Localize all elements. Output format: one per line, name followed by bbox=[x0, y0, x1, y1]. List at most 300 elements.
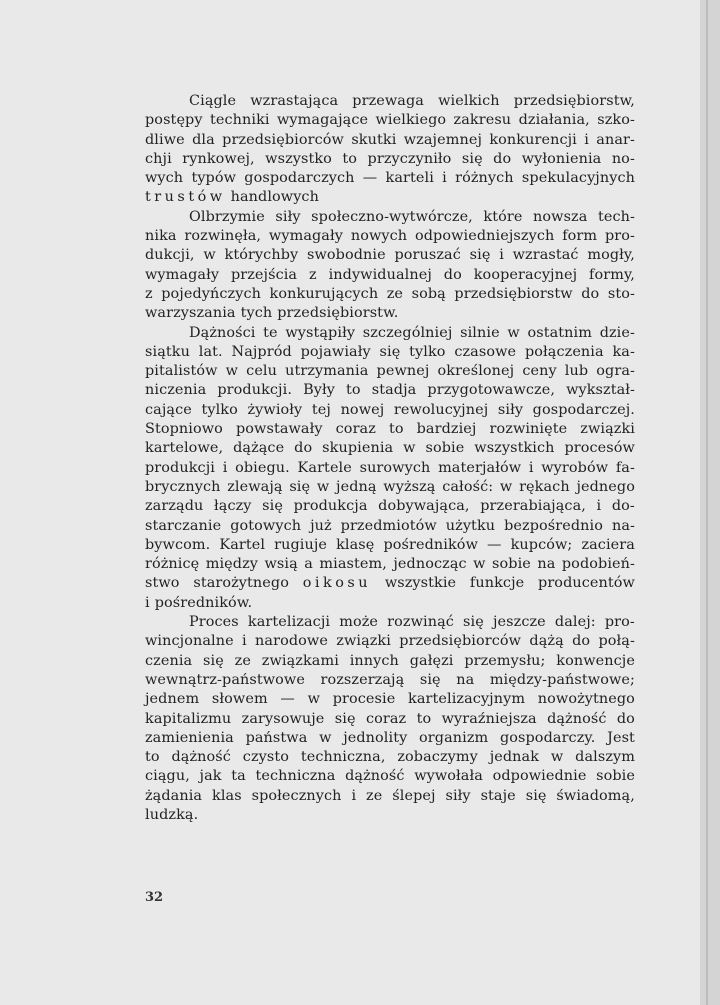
word: — bbox=[362, 170, 378, 187]
word: zarządu bbox=[145, 498, 204, 515]
word: kartelizacji bbox=[247, 614, 331, 631]
word: między-państwowe; bbox=[489, 671, 635, 688]
word: dążność bbox=[171, 749, 231, 766]
word: szko- bbox=[597, 112, 635, 129]
word: w bbox=[307, 691, 321, 708]
word: funkcje bbox=[469, 575, 525, 592]
word: ciągu, bbox=[145, 768, 190, 785]
word: zaciera bbox=[581, 536, 635, 553]
word: ka- bbox=[612, 343, 635, 360]
word: w bbox=[507, 324, 520, 341]
word: chji bbox=[145, 150, 172, 167]
word: do bbox=[294, 440, 313, 457]
word: tej bbox=[311, 401, 331, 418]
text-line bbox=[145, 439, 635, 458]
word: rozwinęła, bbox=[184, 228, 262, 245]
word: Dążności bbox=[189, 324, 256, 341]
word: lat. bbox=[198, 343, 223, 360]
word: jedną bbox=[336, 478, 377, 495]
word: dążące bbox=[233, 440, 285, 457]
word: nowożytnego bbox=[537, 691, 635, 708]
word: przedsiębiorców bbox=[399, 633, 522, 650]
word: producentów bbox=[538, 575, 635, 592]
page-number: 32 bbox=[145, 890, 164, 905]
word: formy, bbox=[589, 266, 635, 283]
word: poruszać bbox=[394, 247, 461, 264]
word: ze bbox=[386, 285, 404, 302]
word: wszystkie bbox=[384, 575, 457, 592]
word: obiegu. bbox=[235, 459, 290, 476]
text-line bbox=[145, 246, 635, 265]
word: to bbox=[388, 421, 404, 438]
word: techniczna bbox=[255, 768, 336, 785]
text-line bbox=[145, 767, 635, 786]
word: tylko bbox=[201, 401, 238, 418]
word: wyraźniejsza bbox=[441, 710, 537, 727]
text-line bbox=[145, 304, 635, 323]
word: procesów bbox=[564, 440, 635, 457]
word: żądania bbox=[145, 787, 203, 804]
word: się bbox=[469, 247, 491, 264]
word: jednolity bbox=[343, 729, 408, 746]
word: celu bbox=[246, 363, 278, 380]
word: z bbox=[145, 285, 153, 302]
word: świadomą, bbox=[556, 787, 635, 804]
word: pośredników bbox=[383, 536, 478, 553]
word: zakresu bbox=[453, 112, 512, 129]
word: czasowe bbox=[454, 343, 517, 360]
word: do bbox=[493, 150, 512, 167]
word: — bbox=[487, 536, 502, 553]
text-line bbox=[145, 574, 635, 593]
text-line bbox=[145, 131, 635, 150]
word: coraz bbox=[335, 421, 376, 438]
word: wych bbox=[145, 170, 184, 187]
word: przygotowawcze, bbox=[427, 382, 555, 399]
word: wywołała bbox=[414, 768, 483, 785]
word: łączy bbox=[214, 498, 252, 515]
word: kartelizacyjnym bbox=[408, 691, 526, 708]
word: pojawiały bbox=[300, 343, 371, 360]
word: rękach bbox=[519, 478, 570, 495]
word: rewolucyjnej bbox=[393, 401, 489, 418]
word: sto- bbox=[607, 285, 635, 302]
word: Olbrzymie bbox=[189, 208, 265, 225]
word: przedsiębiorstw. bbox=[277, 305, 399, 322]
word: narodowe bbox=[255, 633, 328, 650]
word: brycznych bbox=[145, 478, 221, 495]
word: Jest bbox=[607, 729, 635, 746]
word: w bbox=[319, 729, 332, 746]
word: przewaga bbox=[352, 93, 424, 109]
word: się bbox=[419, 671, 441, 688]
word: którychby bbox=[224, 247, 299, 264]
word: no- bbox=[611, 150, 635, 167]
paragraph bbox=[145, 324, 635, 613]
word: przemysłu; bbox=[464, 652, 546, 669]
text-line bbox=[145, 787, 635, 806]
word: się bbox=[289, 478, 311, 495]
word: produkcji. bbox=[217, 382, 292, 399]
word: ta bbox=[231, 768, 246, 785]
word: dalszym bbox=[575, 749, 635, 766]
word: Kartel bbox=[219, 536, 266, 553]
word: się bbox=[262, 498, 283, 515]
word: konwencje bbox=[556, 652, 635, 669]
word: starczanie bbox=[145, 517, 222, 534]
text-line bbox=[145, 594, 635, 613]
word: siły bbox=[275, 208, 301, 225]
word: do bbox=[616, 710, 635, 727]
word: cające bbox=[145, 401, 192, 418]
word: ogra- bbox=[596, 363, 635, 380]
word: wzajemnej bbox=[403, 131, 482, 148]
text-line bbox=[145, 285, 635, 304]
text-line bbox=[145, 362, 635, 381]
word: się bbox=[334, 710, 356, 727]
word: na- bbox=[611, 517, 635, 534]
text-line bbox=[145, 613, 635, 632]
text-line bbox=[145, 401, 635, 420]
text-line bbox=[145, 227, 635, 246]
word: Były bbox=[303, 382, 335, 399]
word: to bbox=[416, 710, 432, 727]
word: ludzką. bbox=[145, 806, 199, 823]
word: ślepej bbox=[392, 787, 436, 804]
word: kupców; bbox=[510, 536, 573, 553]
word: klasę bbox=[336, 536, 375, 553]
word: a bbox=[304, 556, 313, 573]
word: wzrastać bbox=[512, 247, 579, 264]
word: w bbox=[225, 363, 239, 380]
word: się bbox=[379, 343, 401, 360]
word: nika bbox=[145, 228, 177, 245]
word: dzie- bbox=[599, 324, 635, 341]
word: zarysowuje bbox=[241, 710, 325, 727]
text-line bbox=[145, 381, 635, 400]
word: się bbox=[525, 787, 547, 804]
word: różnych bbox=[455, 170, 514, 187]
word: konkurujących bbox=[269, 285, 379, 302]
text-line bbox=[145, 420, 635, 439]
word: ostatnim bbox=[527, 324, 592, 341]
word: przedsiębiorstw bbox=[454, 285, 573, 302]
word: do- bbox=[611, 498, 635, 515]
word: te bbox=[263, 324, 278, 341]
word: pro- bbox=[604, 614, 635, 631]
word: wykształ- bbox=[566, 382, 635, 399]
text-line bbox=[145, 652, 635, 671]
word: sobie bbox=[596, 768, 635, 785]
word: przejścia bbox=[230, 266, 298, 283]
word: surowych bbox=[359, 459, 431, 476]
word: na bbox=[456, 671, 475, 688]
word: skutki bbox=[351, 131, 397, 148]
word: i bbox=[528, 459, 534, 476]
word: w bbox=[499, 478, 513, 495]
word: z bbox=[309, 266, 317, 283]
word: jak bbox=[199, 768, 222, 785]
word: wielkich bbox=[438, 93, 500, 109]
word: procesie bbox=[332, 691, 396, 708]
text-line bbox=[145, 497, 635, 516]
word: lub bbox=[564, 363, 589, 380]
word: nowsza bbox=[533, 208, 588, 225]
word: siły bbox=[445, 787, 471, 804]
word: mogły, bbox=[587, 247, 635, 264]
word: dla bbox=[192, 131, 215, 148]
text-line bbox=[145, 690, 635, 709]
word: połą- bbox=[598, 633, 635, 650]
word: związki bbox=[580, 421, 635, 438]
word: techniki bbox=[210, 112, 270, 129]
word: pro- bbox=[604, 228, 635, 245]
word: w bbox=[316, 478, 330, 495]
word: dukcji, bbox=[145, 247, 195, 264]
word: konkurencji bbox=[489, 131, 577, 148]
word: na bbox=[537, 556, 556, 573]
word: tylko bbox=[409, 343, 446, 360]
word: nowej bbox=[340, 401, 385, 418]
word: do bbox=[572, 633, 591, 650]
word: to bbox=[342, 150, 358, 167]
word: rugiuje bbox=[274, 536, 328, 553]
word: trustów bbox=[145, 189, 226, 206]
text-line bbox=[145, 169, 635, 188]
word: dążność bbox=[547, 710, 607, 727]
word: postępy bbox=[145, 112, 203, 129]
word: to bbox=[346, 382, 361, 399]
text-line bbox=[145, 517, 635, 536]
text-line bbox=[145, 459, 635, 478]
text-line bbox=[145, 150, 635, 169]
word: staje bbox=[480, 787, 516, 804]
word: produkcji bbox=[145, 459, 215, 476]
word: pewnej bbox=[376, 363, 430, 380]
word: zamienienia bbox=[145, 729, 234, 746]
word: Kartele bbox=[297, 459, 352, 476]
word: powstawały bbox=[235, 421, 323, 438]
word: w bbox=[203, 247, 216, 264]
word: stadja bbox=[371, 382, 417, 399]
word: do bbox=[581, 285, 600, 302]
word: skupienia bbox=[322, 440, 394, 457]
word: określonej bbox=[437, 363, 515, 380]
word: społecznych bbox=[251, 787, 342, 804]
word: odpowiedniejszych bbox=[414, 228, 555, 245]
word: wszystko bbox=[265, 150, 332, 167]
word: działania, bbox=[518, 112, 590, 129]
word: przedsiębiorców bbox=[222, 131, 344, 148]
word: gospodarczy. bbox=[499, 729, 596, 746]
page-edge bbox=[700, 0, 720, 1005]
word: nowych bbox=[350, 228, 408, 245]
word: wymagały bbox=[145, 266, 220, 283]
word: miastem, bbox=[319, 556, 387, 573]
word: przedmiotów bbox=[340, 517, 437, 534]
text-line bbox=[145, 748, 635, 767]
word: w bbox=[473, 556, 486, 573]
word: kartelowe, bbox=[145, 440, 224, 457]
text-line bbox=[145, 188, 635, 207]
word: bezpośrednio bbox=[504, 517, 604, 534]
word: spekulacyjnych bbox=[521, 170, 635, 187]
word: fa- bbox=[615, 459, 635, 476]
paragraph bbox=[145, 613, 635, 825]
word: wsią bbox=[264, 556, 298, 573]
word: jeszcze bbox=[492, 614, 546, 631]
word: dążą bbox=[529, 633, 564, 650]
word: słowem bbox=[211, 691, 268, 708]
word: gospodarczej. bbox=[532, 401, 635, 418]
text-line bbox=[145, 632, 635, 651]
word: dążność bbox=[345, 768, 405, 785]
word: przedsiębiorstw, bbox=[513, 93, 635, 109]
word: pośredników. bbox=[154, 594, 253, 611]
word: rozwinięte bbox=[489, 421, 568, 438]
word: indywidualnej bbox=[328, 266, 432, 283]
word: i bbox=[596, 498, 602, 515]
word: tech- bbox=[597, 208, 635, 225]
word: i bbox=[351, 787, 357, 804]
word: szczególniej bbox=[362, 324, 453, 341]
word: gospodarczych bbox=[244, 170, 355, 187]
word: Proces bbox=[189, 614, 239, 631]
word: rozszerzają bbox=[320, 671, 405, 688]
word: gotowych bbox=[230, 517, 302, 534]
word: jednem bbox=[145, 691, 200, 708]
text-line bbox=[145, 729, 635, 748]
word: produkcja bbox=[293, 498, 368, 515]
word: siły bbox=[497, 401, 524, 418]
word: siątku bbox=[145, 343, 190, 360]
word: między bbox=[205, 556, 259, 573]
word: starożytnego bbox=[193, 575, 289, 592]
word: które bbox=[483, 208, 523, 225]
word: i bbox=[242, 633, 247, 650]
word: dalej: bbox=[554, 614, 596, 631]
word: klas bbox=[212, 787, 242, 804]
word: kooperacyjnej bbox=[473, 266, 578, 283]
word: sobie bbox=[425, 440, 465, 457]
paragraph bbox=[145, 92, 635, 208]
word: użytku bbox=[445, 517, 496, 534]
word: jednak bbox=[489, 749, 540, 766]
word: się bbox=[461, 150, 483, 167]
word: połączenia bbox=[524, 343, 604, 360]
word: to bbox=[145, 749, 160, 766]
word: anar- bbox=[596, 131, 635, 148]
word: państwa bbox=[245, 729, 308, 746]
word: sobie bbox=[492, 556, 531, 573]
word: podobień- bbox=[561, 556, 635, 573]
word: ceny bbox=[522, 363, 557, 380]
word: Najpród bbox=[231, 343, 292, 360]
text-line bbox=[145, 710, 635, 729]
word: wewnątrz-państwowe bbox=[145, 671, 305, 688]
word: wielkiego bbox=[375, 112, 447, 129]
text-line bbox=[145, 478, 635, 497]
word: — bbox=[280, 691, 295, 708]
word: w bbox=[403, 440, 416, 457]
word: wzrastająca bbox=[250, 93, 339, 109]
word: wyrobów bbox=[541, 459, 609, 476]
word: bywcom. bbox=[145, 536, 211, 553]
word: kapitalizmu bbox=[145, 710, 232, 727]
text-line bbox=[145, 266, 635, 285]
text-line bbox=[145, 555, 635, 574]
word: gałęzi bbox=[409, 652, 454, 669]
word: wymagające bbox=[277, 112, 369, 129]
word: i bbox=[584, 131, 589, 148]
word: i bbox=[222, 459, 228, 476]
word: wincjonalne bbox=[145, 633, 234, 650]
word: dliwe bbox=[145, 131, 185, 148]
word: swobodnie bbox=[306, 247, 386, 264]
word: rynkowej, bbox=[182, 150, 255, 167]
word: utrzymania bbox=[285, 363, 369, 380]
word: silnie bbox=[460, 324, 500, 341]
word: społeczno-wytwórcze, bbox=[311, 208, 473, 225]
word: się bbox=[463, 614, 484, 631]
word: zobaczymy bbox=[397, 749, 478, 766]
word: jednego bbox=[576, 478, 635, 495]
word: wystąpiły bbox=[285, 324, 356, 341]
word: ze bbox=[234, 652, 251, 669]
word: Stopniowo bbox=[145, 421, 223, 438]
word: tych bbox=[240, 305, 273, 322]
word: wyłonienia bbox=[521, 150, 602, 167]
text-line bbox=[145, 806, 635, 825]
body-text bbox=[145, 92, 635, 825]
word: odpowiednie bbox=[492, 768, 587, 785]
word: innych bbox=[349, 652, 399, 669]
word: już bbox=[310, 517, 332, 534]
word: ze bbox=[366, 787, 383, 804]
word: form bbox=[562, 228, 598, 245]
word: niczenia bbox=[145, 382, 207, 399]
word: stwo bbox=[145, 575, 180, 592]
word: wyższą bbox=[383, 478, 436, 495]
word: typów bbox=[191, 170, 237, 187]
word: i bbox=[499, 247, 504, 264]
word: różnicę bbox=[145, 556, 200, 573]
text-line bbox=[145, 671, 635, 690]
word: warzyszania bbox=[145, 305, 236, 322]
word: może bbox=[339, 614, 379, 631]
word: zlewają bbox=[227, 478, 283, 495]
word: się bbox=[203, 652, 224, 669]
text-line bbox=[145, 324, 635, 343]
word: do bbox=[443, 266, 462, 283]
word: i bbox=[442, 170, 447, 187]
word: Ciągle bbox=[189, 93, 237, 109]
word: pojedyńczych bbox=[161, 285, 261, 302]
word: przerabiająca, bbox=[480, 498, 586, 515]
word: handlowych bbox=[230, 189, 319, 206]
text-line bbox=[145, 536, 635, 555]
text-line bbox=[145, 343, 635, 362]
word: techniczna, bbox=[300, 749, 386, 766]
word: związkami bbox=[261, 652, 339, 669]
word: żywioły bbox=[247, 401, 303, 418]
word: dobywająca, bbox=[378, 498, 470, 515]
word: coraz bbox=[365, 710, 407, 727]
word: sobą bbox=[411, 285, 446, 302]
word: rozwinąć bbox=[387, 614, 454, 631]
paragraph bbox=[145, 208, 635, 324]
word: wymagały bbox=[268, 228, 343, 245]
